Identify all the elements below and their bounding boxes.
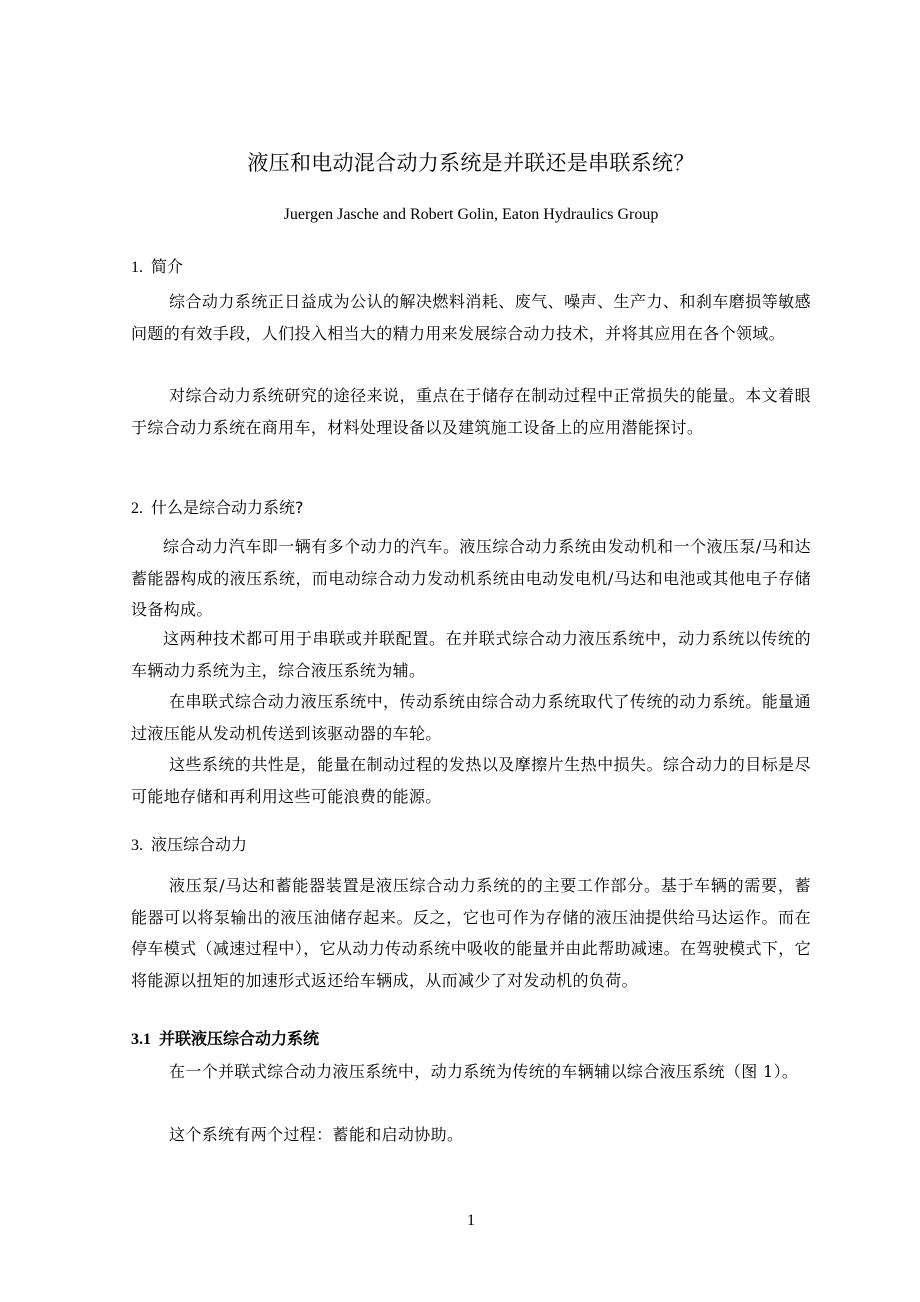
paragraph: 在一个并联式综合动力液压系统中，动力系统为传统的车辆辅以综合液压系统（图 1）。: [169, 1062, 799, 1081]
document-authors: Juergen Jasche and Robert Golin, Eaton Hydraulics Group: [283, 206, 659, 223]
section-number: 3.1: [131, 1031, 151, 1048]
section-number: 1.: [131, 259, 143, 276]
paragraph: 这个系统有两个过程：蓄能和启动协助。: [169, 1125, 464, 1144]
section-title: 什么是综合动力系统?: [151, 498, 304, 517]
section-number: 3.: [131, 837, 143, 854]
paragraph: 液压泵/马达和蓄能器装置是液压综合动力系统的的主要工作部分。基于车辆的需要，蓄能器可以将泵输出的液压油储存起来。反之，它也可作为存储的液压油提供给马达运作。而在停车模式（减速过程中），它从动力传动系统中吸收的能量并由此帮助减速。在驾驶模式下，它将能源以扭矩的加速形式返还给车辆成，从而减少了对发动机的负荷。: [131, 876, 811, 990]
paragraph: 对综合动力系统研究的途径来说，重点在于储存在制动过程中正常损失的能量。本文着眼于综合动力系统在商用车，材料处理设备以及建筑施工设备上的应用潜能探讨。: [131, 386, 811, 437]
paragraph: 综合动力系统正日益成为公认的解决燃料消耗、废气、噪声、生产力、和刹车磨损等敏感问题的有效手段，人们投入相当大的精力用来发展综合动力技术，并将其应用在各个领域。: [131, 292, 811, 343]
paragraph: 这些系统的共性是，能量在制动过程的发热以及摩擦片生热中损失。综合动力的目标是尽可能地存储和再利用这些可能浪费的能源。: [131, 755, 811, 806]
section-number: 2.: [131, 500, 143, 517]
section-title: 并联液压综合动力系统: [159, 1029, 320, 1048]
page-number: 1: [467, 1212, 475, 1229]
document-title: 液压和电动混合动力系统是并联还是串联系统？: [247, 151, 695, 175]
section-2-heading: [131, 493, 304, 524]
section-1-heading: [131, 252, 183, 283]
section-3-1-heading: [131, 1024, 319, 1055]
paragraph: 这两种技术都可用于串联或并联配置。在并联式综合动力液压系统中，动力系统以传统的车辆动力系统为主，综合液压系统为辅。: [131, 629, 811, 680]
section-title: 液压综合动力: [151, 835, 248, 854]
section-title: 简介: [151, 257, 184, 276]
section-3-heading: [131, 830, 247, 861]
paragraph: 在串联式综合动力液压系统中，传动系统由综合动力系统取代了传统的动力系统。能量通过液压能从发动机传送到该驱动器的车轮。: [131, 692, 811, 743]
paragraph: 综合动力汽车即一辆有多个动力的汽车。液压综合动力系统由发动机和一个液压泵/马和达蓄能器构成的液压系统，而电动综合动力发动机系统由电动发电机/马达和电池或其他电子存储设备构成。: [131, 537, 811, 619]
